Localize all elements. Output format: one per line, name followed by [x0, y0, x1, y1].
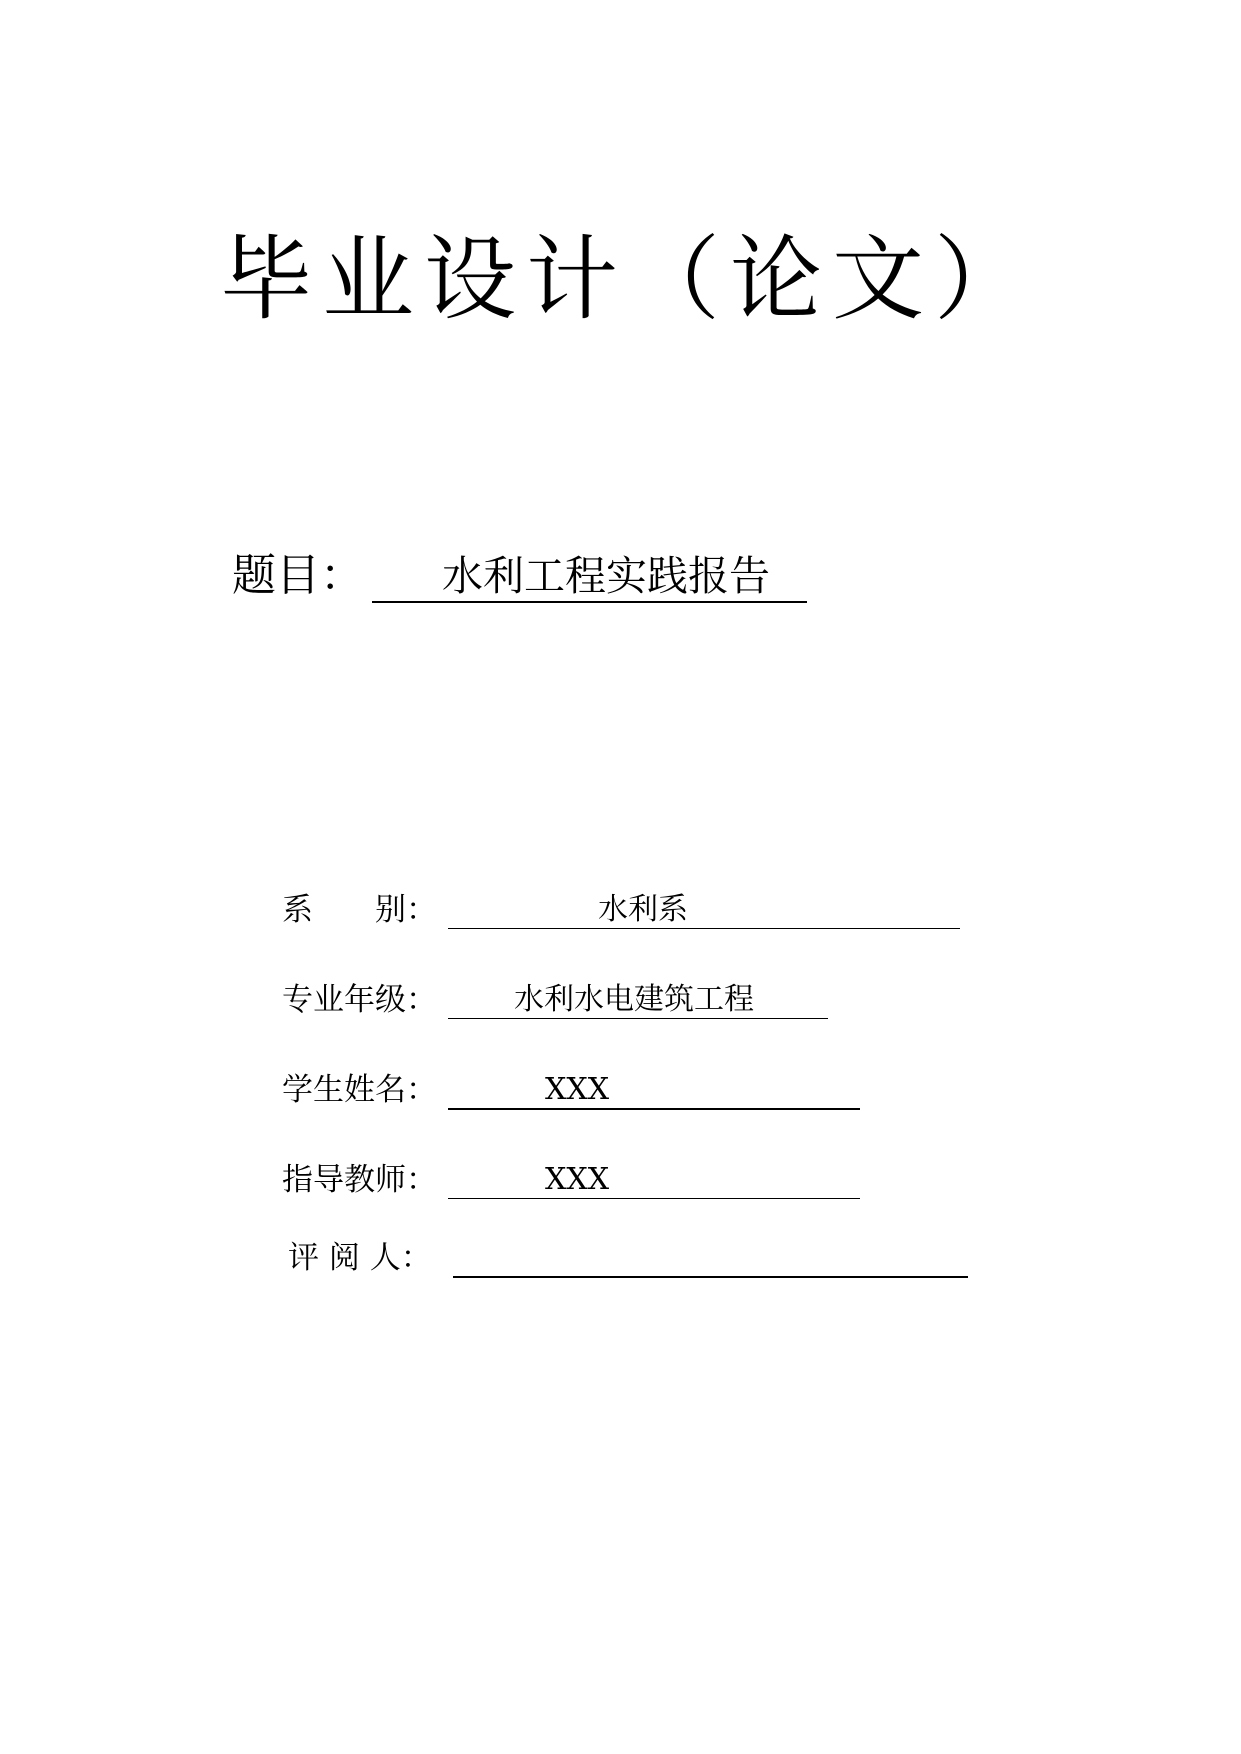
field-underline-department [448, 888, 960, 929]
topic-underline [372, 548, 807, 603]
field-underline-reviewer [453, 1236, 968, 1278]
field-value-advisor: XXX [545, 1162, 610, 1197]
field-value-student-name: XXX [545, 1072, 610, 1107]
topic-value: 水利工程实践报告 [442, 552, 770, 600]
field-label-department: 系 别： [282, 892, 437, 928]
field-underline-advisor [448, 1158, 860, 1199]
field-value-major: 水利水电建筑工程 [514, 982, 754, 1017]
field-underline-student-name [448, 1068, 860, 1110]
topic-label: 题目： [232, 550, 364, 601]
field-label-major: 专业年级： [282, 982, 437, 1018]
field-value-department: 水利系 [598, 892, 688, 927]
field-label-advisor: 指导教师： [282, 1162, 437, 1198]
field-label-reviewer: 评 阅 人： [288, 1240, 432, 1276]
field-label-student-name: 学生姓名： [282, 1072, 437, 1108]
field-underline-major [448, 978, 828, 1019]
document-title: 毕业设计（论文） [220, 226, 1037, 333]
